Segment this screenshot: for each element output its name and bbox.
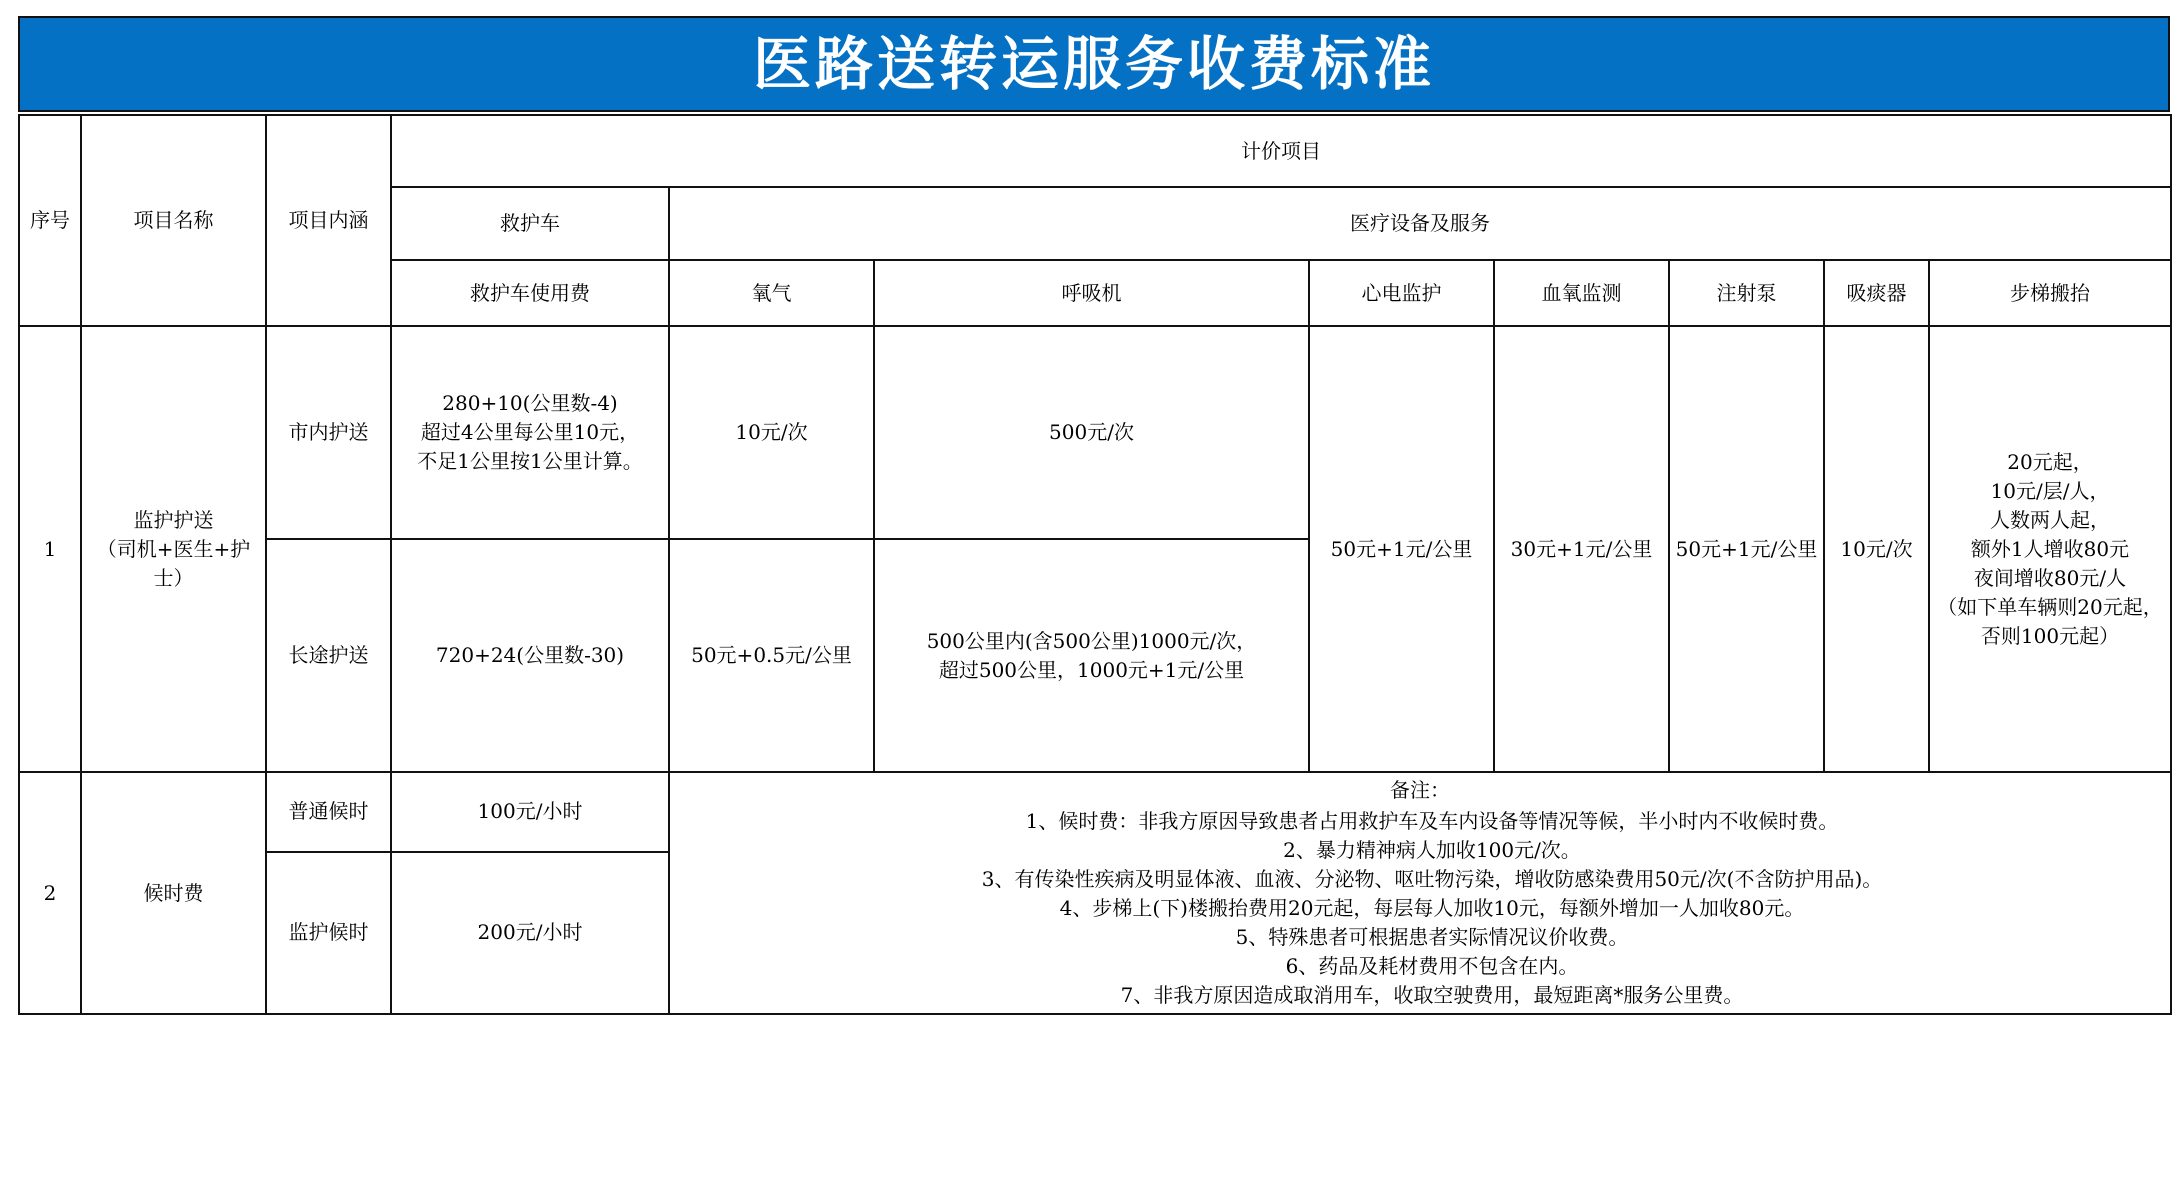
note-item: 4、步梯上(下)楼搬抬费用20元起，每层每人加收10元，每额外增加一人加收80元。 bbox=[1059, 896, 1805, 920]
header-col-ambulance-fee: 救护车使用费 bbox=[391, 260, 669, 326]
notes-list bbox=[674, 807, 2166, 1010]
row1-suction: 10元/次 bbox=[1824, 326, 1929, 772]
row1-seq: 1 bbox=[19, 326, 81, 772]
row1-city-ambulance-fee: 280+10(公里数-4) 超过4公里每公里10元， 不足1公里按1公里计算。 bbox=[391, 326, 669, 539]
header-col-spo2: 血氧监测 bbox=[1494, 260, 1669, 326]
row1-ecg: 50元+1元/公里 bbox=[1309, 326, 1494, 772]
row2-sub-normal: 普通候时 bbox=[266, 772, 391, 852]
row1-sub-city: 市内护送 bbox=[266, 326, 391, 539]
row1-long-oxygen: 50元+0.5元/公里 bbox=[669, 539, 874, 772]
header-col-stairs: 步梯搬抬 bbox=[1929, 260, 2171, 326]
header-row-group bbox=[19, 115, 2171, 187]
header-col-oxygen: 氧气 bbox=[669, 260, 874, 326]
table-row bbox=[19, 772, 2171, 852]
row1-long-ventilator: 500公里内(含500公里)1000元/次， 超过500公里，1000元+1元/公里 bbox=[874, 539, 1309, 772]
note-item: 1、候时费：非我方原因导致患者占用救护车及车内设备等情况等候，半小时内不收候时费。 bbox=[1025, 809, 1839, 833]
header-ambulance-group: 救护车 bbox=[391, 187, 669, 260]
row1-item-name: 监护护送 （司机+医生+护士） bbox=[81, 326, 266, 772]
row1-long-ambulance-fee: 720+24(公里数-30) bbox=[391, 539, 669, 772]
row2-monitor-fee: 200元/小时 bbox=[391, 852, 669, 1014]
header-item-content: 项目内涵 bbox=[266, 115, 391, 326]
note-item: 2、暴力精神病人加收100元/次。 bbox=[1283, 838, 1581, 862]
note-item: 7、非我方原因造成取消用车，收取空驶费用，最短距离*服务公里费。 bbox=[1120, 983, 1744, 1007]
header-pricing-group: 计价项目 bbox=[391, 115, 2171, 187]
row1-city-ventilator: 500元/次 bbox=[874, 326, 1309, 539]
page-title: 医路送转运服务收费标准 bbox=[752, 30, 1435, 98]
row1-city-oxygen: 10元/次 bbox=[669, 326, 874, 539]
header-col-pump: 注射泵 bbox=[1669, 260, 1824, 326]
row2-seq: 2 bbox=[19, 772, 81, 1014]
row1-stairs: 20元起， 10元/层/人， 人数两人起， 额外1人增收80元 夜间增收80元/人 （如下单车辆则20元起，否则100元起） bbox=[1929, 326, 2171, 772]
row2-normal-fee: 100元/小时 bbox=[391, 772, 669, 852]
notes-title: 备注： bbox=[1390, 778, 1450, 802]
header-seq: 序号 bbox=[19, 115, 81, 326]
header-col-suction: 吸痰器 bbox=[1824, 260, 1929, 326]
row2-item-name: 候时费 bbox=[81, 772, 266, 1014]
table-row bbox=[19, 326, 2171, 539]
note-item: 6、药品及耗材费用不包含在内。 bbox=[1285, 954, 1579, 978]
header-item-name: 项目名称 bbox=[81, 115, 266, 326]
notes-cell bbox=[669, 772, 2171, 1014]
note-item: 5、特殊患者可根据患者实际情况议价收费。 bbox=[1235, 925, 1629, 949]
row1-pump: 50元+1元/公里 bbox=[1669, 326, 1824, 772]
pricing-table bbox=[18, 114, 2172, 1015]
header-medical-group: 医疗设备及服务 bbox=[669, 187, 2171, 260]
row1-spo2: 30元+1元/公里 bbox=[1494, 326, 1669, 772]
row2-sub-monitor: 监护候时 bbox=[266, 852, 391, 1014]
header-col-ecg: 心电监护 bbox=[1309, 260, 1494, 326]
note-item: 3、有传染性疾病及明显体液、血液、分泌物、呕吐物污染，增收防感染费用50元/次(不含防护用品)。 bbox=[981, 867, 1883, 891]
row1-sub-long: 长途护送 bbox=[266, 539, 391, 772]
header-col-ventilator: 呼吸机 bbox=[874, 260, 1309, 326]
title-banner bbox=[18, 16, 2170, 112]
